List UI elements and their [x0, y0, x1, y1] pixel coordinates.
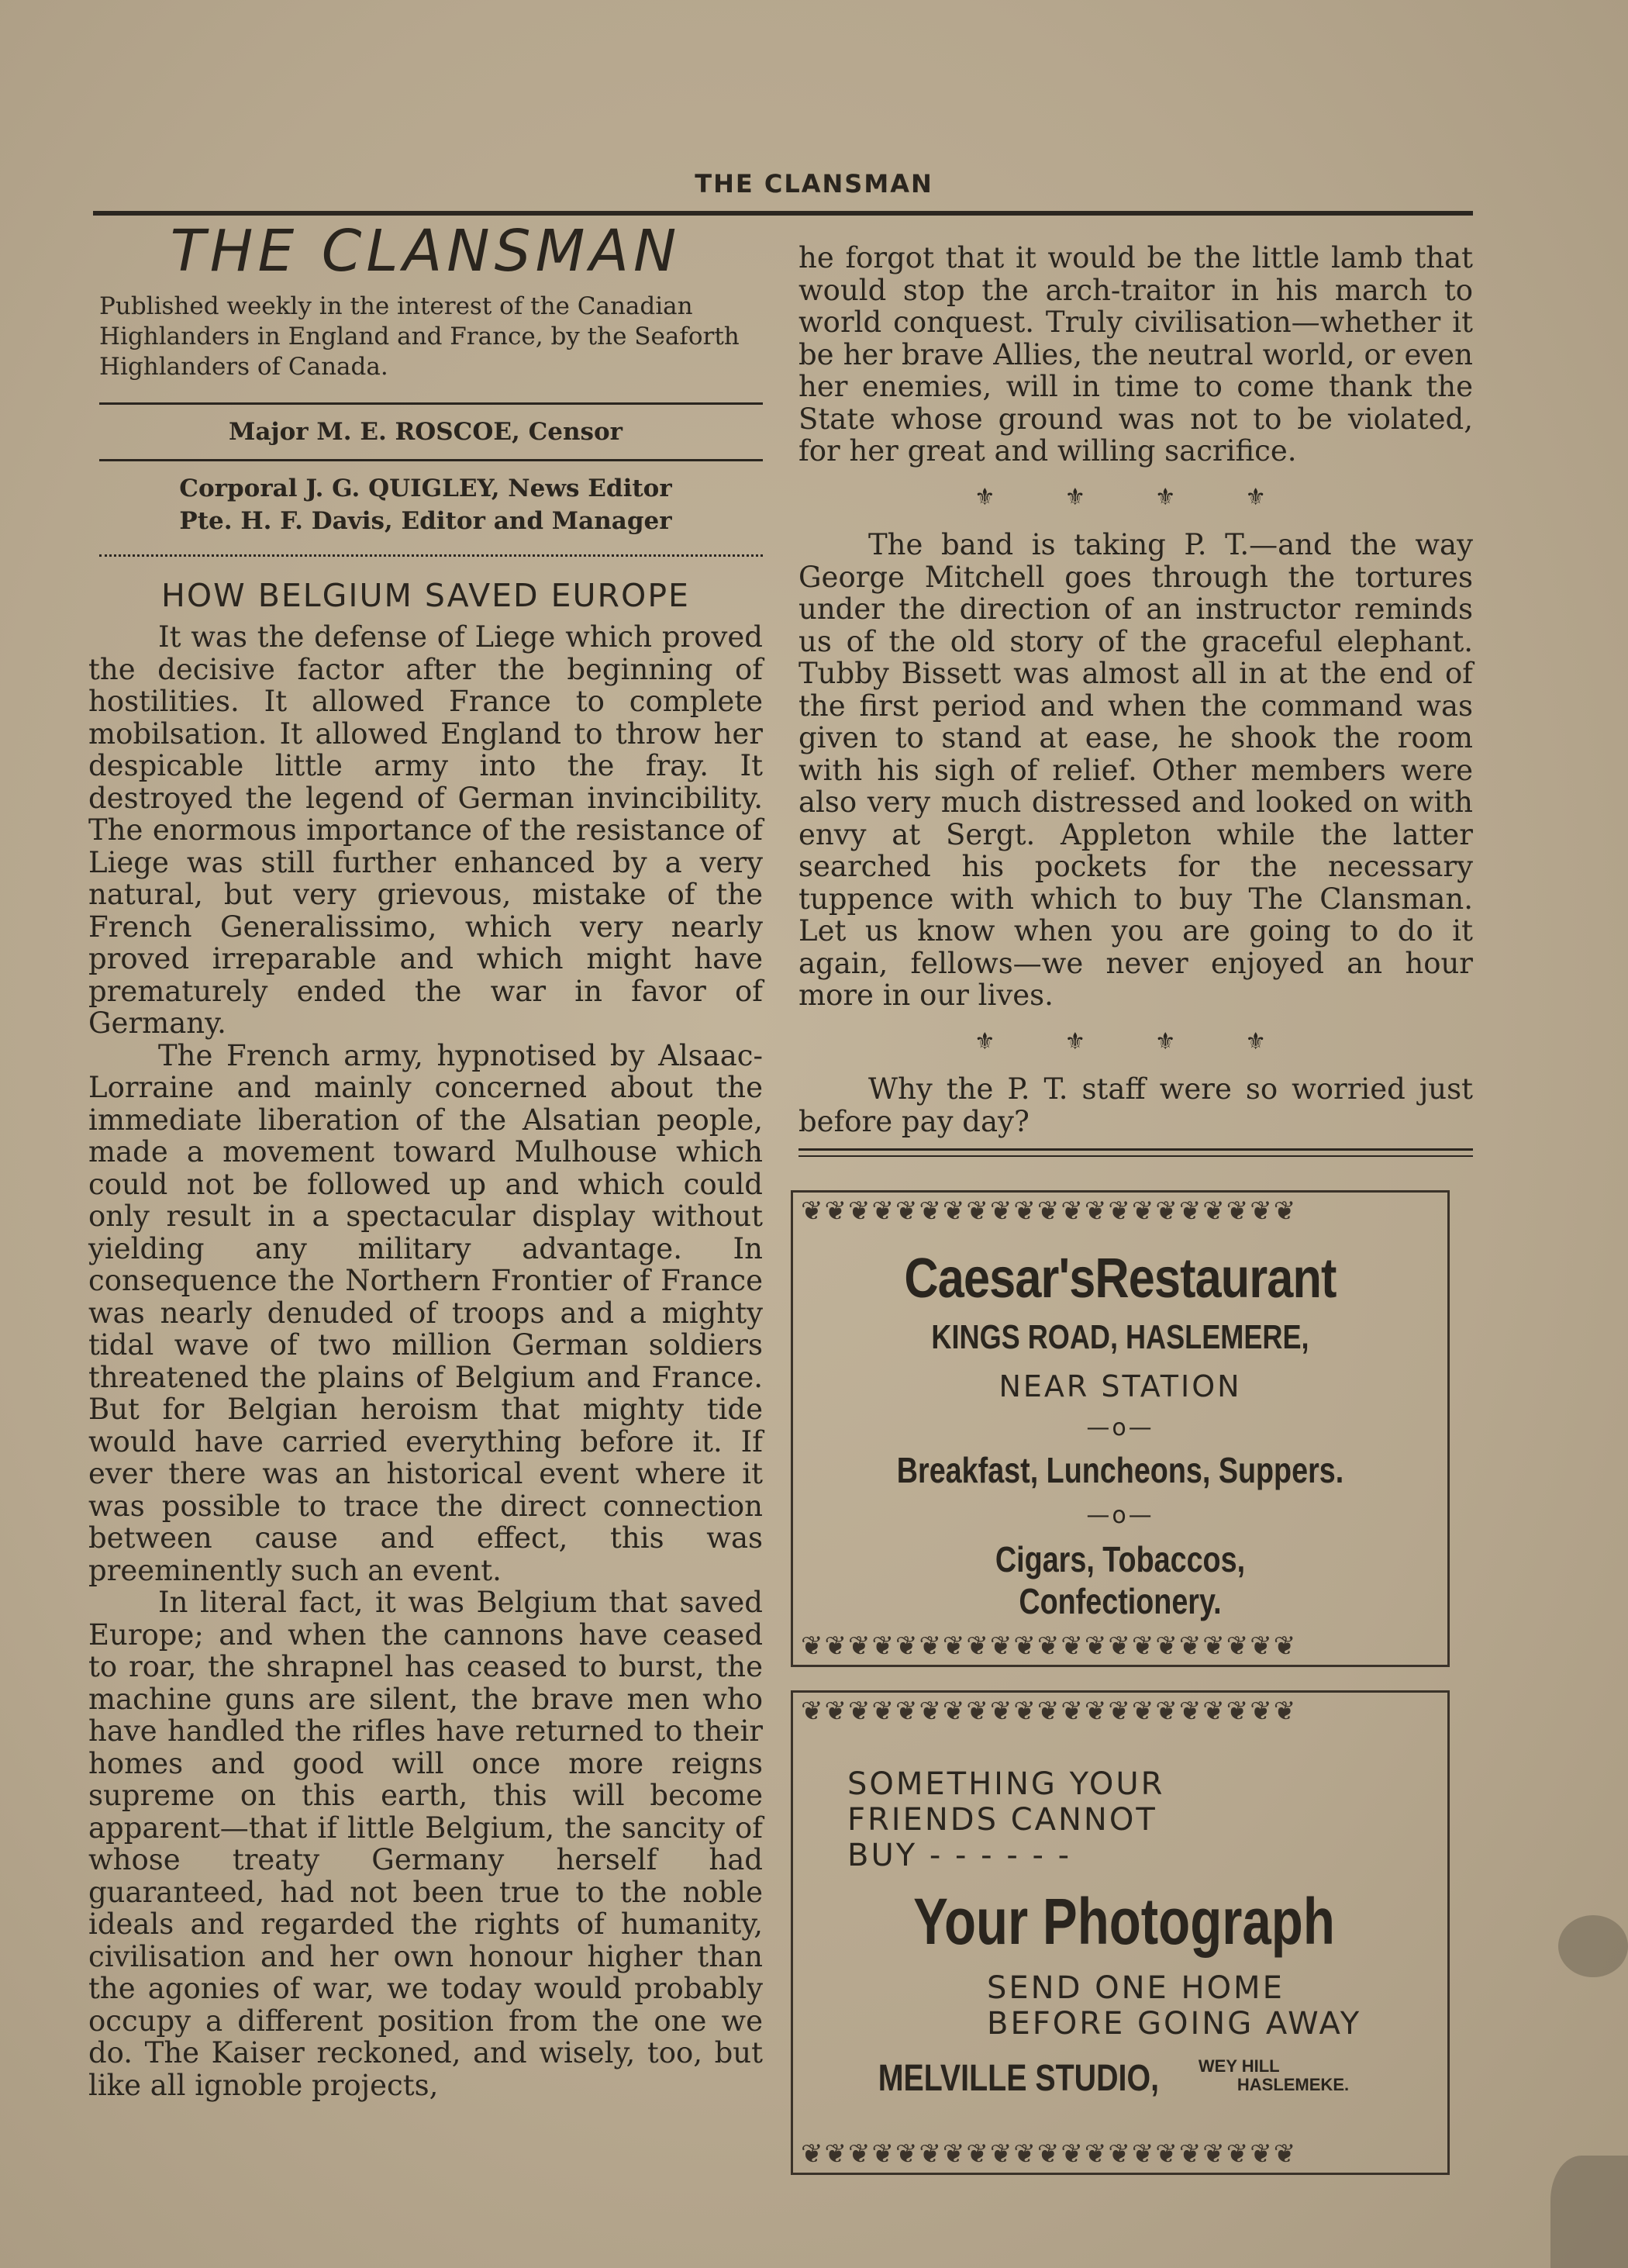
separator: —o—: [1086, 1414, 1154, 1441]
separator: —o—: [1086, 1502, 1154, 1529]
paper-stain: [1550, 2156, 1628, 2268]
article-paragraph: It was the defense of Liege which proved the decisive factor after the beginning of hostilities. It allowed France to complete mobilsation. It allowed England to throw her despicable little army into the fray. It destroyed the legend of German invincibility. The enormous importance of the resistance of Liege was still further enhanced by a very natural, but very grievous, mistake of the French Generalissimo, which very nearly proved irreparable and which might have prematurely ended the war in favor of Germany.: [88, 620, 763, 1040]
dotted-rule: [99, 554, 763, 557]
article-paragraph: In literal fact, it was Belgium that saved Europe; and when the cannons have ceased to roar, the shrapnel has ceased to burst, the machine guns are silent, the brave men who have handled the rifles have returned to their homes and good will once more reigns supreme on this earth, this will become apparent—that if little Belgium, the sancity of whose treaty Germany herself had guaranteed, had not been true to the noble ideals and regarded the rights of humanity, civilisation and her own honour higher than the agonies of war, we today would probably occupy a different position from the one we do. The Kaiser reckoned, and wisely, too, but like all ignoble projects,: [88, 1586, 763, 2102]
restaurant-address: KINGS ROAD, HASLEMERE,: [931, 1318, 1309, 1356]
ornament-border-bottom: ❦❦❦❦❦❦❦❦❦❦❦❦❦❦❦❦❦❦❦❦❦: [801, 1631, 1298, 1662]
ad-line: FRIENDS CANNOT: [847, 1802, 1157, 1838]
publication-note: Published weekly in the interest of the Canadian Highlanders in England and France, by the Seaforth Highlanders of Canada.: [99, 292, 740, 381]
article-headline: HOW BELGIUM SAVED EUROPE: [161, 576, 690, 614]
header-rule: [93, 211, 1473, 216]
restaurant-near-station: NEAR STATION: [999, 1369, 1242, 1403]
news-note: The band is taking P. T.—and the way George Mitchell goes through the tortures under the direction of an instructor reminds us of the old story of the graceful elephant. Tubby Bissett was almost all in at the end of the first period and when the command was given to stand at ease, he shook the room with his sigh of relief. Other members were also very much distressed and looked on with envy at Sergt. Appleton while the latter searched his pockets for the necessary tuppence with which to buy The Clansman. Let us know when you are going to do it again, fellows—we never enjoyed an hour more in our lives.: [798, 528, 1473, 1012]
photograph-title: Your Photograph: [913, 1885, 1335, 1958]
photograph-ad: [791, 1690, 1450, 2175]
ad-line: BUY - - - - - -: [847, 1838, 1072, 1873]
paper-stain: [1558, 1915, 1628, 1977]
restaurant-ad: [791, 1190, 1450, 1667]
ornament-border-bottom: ❦❦❦❦❦❦❦❦❦❦❦❦❦❦❦❦❦❦❦❦❦: [801, 2139, 1298, 2170]
staff-box: [88, 461, 763, 548]
ad-line: BEFORE GOING AWAY: [987, 2006, 1362, 2042]
news-editor-line: Corporal J. G. QUIGLEY, News Editor: [179, 474, 672, 502]
fleuron-divider: ⚜ ⚜ ⚜ ⚜: [974, 1027, 1298, 1055]
masthead: THE CLANSMAN: [170, 218, 681, 285]
photograph-ad-body: [847, 1766, 1401, 2100]
double-rule: [798, 1148, 1473, 1157]
running-head: THE CLANSMAN: [695, 169, 933, 198]
staff-box: [88, 405, 763, 459]
studio-address: [1199, 2057, 1349, 2094]
restaurant-name: Caesar'sRestaurant: [904, 1248, 1337, 1310]
fleuron-divider: ⚜ ⚜ ⚜ ⚜: [974, 483, 1298, 511]
restaurant-goods: Cigars, Tobaccos, Confectionery.: [995, 1539, 1246, 1621]
article-paragraph: The French army, hypnotised by Alsaac-Lorraine and mainly concerned about the immediate liberation of the Alsatian people, made a movement toward Mulhouse which could not be followed up and which could only result in a spectacular display without yielding any military advantage. In consequence the Northern Frontier of France was nearly denuded of troops and a mighty tidal wave of two million German soldiers threatened the plains of Belgium and France. But for Belgian heroism that mighty tide would have carried everything before it. If ever there was an historical event where it was possible to trace the direct connection between cause and effect, this was preeminently such an event.: [88, 1038, 763, 1587]
censor-line: Major M. E. ROSCOE, Censor: [229, 417, 623, 446]
restaurant-meals: Breakfast, Luncheons, Suppers.: [896, 1450, 1344, 1490]
ad-line: SEND ONE HOME: [987, 1970, 1285, 2006]
ad-line: SOMETHING YOUR: [847, 1766, 1165, 1802]
news-note: Why the P. T. staff were so worried just before pay day?: [798, 1072, 1473, 1138]
right-column: [798, 242, 1473, 1171]
editor-manager-line: Pte. H. F. Davis, Editor and Manager: [179, 506, 672, 535]
restaurant-ad-body: [840, 1247, 1401, 1622]
address-hill: HILL: [1241, 2056, 1280, 2076]
ornament-border-top: ❦❦❦❦❦❦❦❦❦❦❦❦❦❦❦❦❦❦❦❦❦: [801, 1196, 1298, 1227]
studio-name: MELVILLE STUDIO,: [878, 2058, 1160, 2099]
address-wey: WEY: [1198, 2056, 1237, 2076]
address-town: HASLEMEKE.: [1237, 2075, 1350, 2094]
article-continuation: he forgot that it would be the little lamb that would stop the arch-traitor in his march to world conquest. Truly civilisation—whether it be her brave Allies, the neutral world, or even her enemies, will in time to come thank the State whose ground was not to be violated, for her great and willing sacrifice.: [798, 241, 1473, 468]
studio-line: [847, 2057, 1401, 2100]
ornament-border-top: ❦❦❦❦❦❦❦❦❦❦❦❦❦❦❦❦❦❦❦❦❦: [801, 1696, 1298, 1727]
left-column: [88, 218, 763, 2102]
